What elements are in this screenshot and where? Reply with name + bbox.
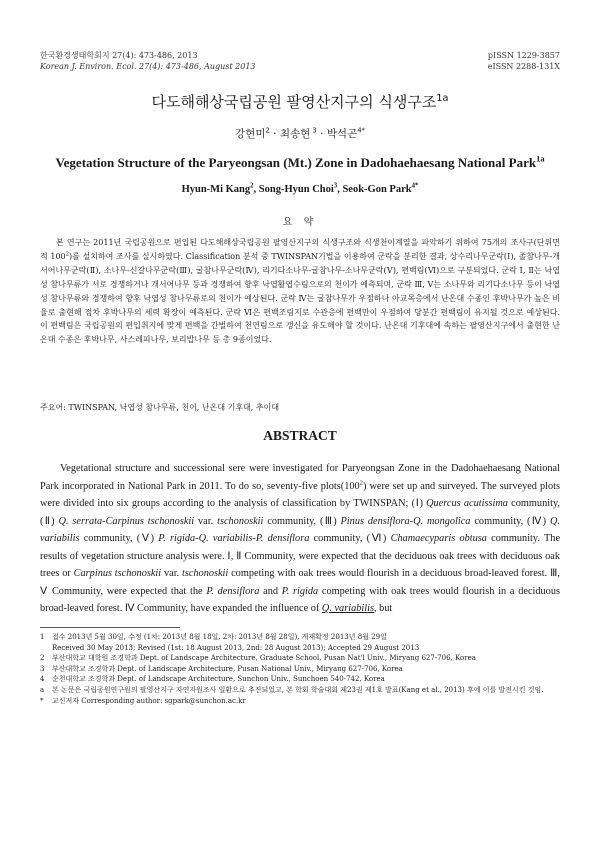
authors-english xyxy=(0,184,600,195)
abstract-seg: community, (Ⅳ) xyxy=(470,515,550,527)
species-name: P. densiflora xyxy=(206,585,260,597)
title-korean-sup: 1a xyxy=(436,93,449,104)
species-name-underlined xyxy=(322,603,374,614)
author-ko-sep-2: · xyxy=(316,128,327,140)
footnote-line: Received 30 May 2013; Revised (1st: 18 August 2013, 2nd: 28 August 2013); Accepted 29 August 2013 xyxy=(52,643,420,652)
abstract-english xyxy=(40,460,560,618)
species-name: P. rigida xyxy=(281,585,319,597)
title-english-sup: 1a xyxy=(536,153,545,164)
footnote xyxy=(40,632,560,653)
abstract-seg: - xyxy=(252,533,256,544)
species-name: Q. variabilis xyxy=(321,603,374,614)
keywords-korean: 주요어: TWINSPAN, 낙엽성 참나무류, 천이, 난온대 기후대, 추이대 xyxy=(40,403,280,412)
species-name: Chamaecyparis obtusa xyxy=(390,533,487,544)
species-name: tschonoskii xyxy=(217,515,264,527)
title-korean-text: 다도해해상국립공원 팔영산지구의 식생구조 xyxy=(151,93,437,111)
eissn: eISSN 2288-131X xyxy=(487,62,560,71)
abstract-unit-sup: 2 xyxy=(359,479,363,487)
summary-ko-part-1: 본 연구는 2011년 국립공원으로 편입된 다도해해상국립공원 팔영산지구의 식생구조와 식생천이계열을 파악하기 위하여 75개의 조사구(단위면적 100 xyxy=(40,238,560,261)
journal-citation-ko: 한국환경생태학회지 27(4): 473-486, 2013 xyxy=(40,51,198,60)
author-ko-1: 강현미 xyxy=(235,128,266,140)
author-ko-2-sup: 3 xyxy=(310,126,317,135)
footnote-divider xyxy=(40,627,180,628)
species-name: tschonoskii xyxy=(181,568,229,579)
author-ko-3-sup: 4* xyxy=(357,126,365,135)
author-en-3: Seok-Gon Park xyxy=(342,184,412,195)
species-name: Q. variabilis xyxy=(40,515,560,544)
summary-heading: 요 약 xyxy=(282,217,318,228)
abstract-seg: community. The results of vegetation structure analysis were. Ⅰ, Ⅱ Community, were expected that the deciduous oak trees with deciduous oak trees or xyxy=(40,533,561,579)
summary-ko-part-2: )를 설치하여 조사를 실시하였다. Classification 분석 중 TWINSPAN기법을 이용하여 군락을 분리한 결과, 상수리나무군락(Ⅰ), 졸참나무-개서어나무군락(Ⅱ), 소나무-신갈나무군락(Ⅲ), 굴참나무군락(Ⅳ), 리기다소나무-굴참나무-소나무군락(Ⅴ), 편백림(Ⅵ)으로 구분되었다. 군락 Ⅰ, Ⅱ는 낙엽성 참나무류가 서로 경쟁하거나 개서어나무 등과 경쟁하여 향후 낙엽활엽수림으로의 천이가 예측되며, 군락 Ⅲ, Ⅴ는 소나무와 리기다소나무 등이 낙엽성 참나무류와 경쟁하여 향후 낙엽성 참나무류로의 천이가 예상된다. 군락 Ⅳ는 굴참나무가 우점하나 아교목층에서 난온대 수종인 후박나무가 높은 비율로 출현해 점차 후박나무의 세력 확장이 예측된다. 군락 Ⅵ은 편백조림지로 수관층에 편백만이 우점하여 당분간 편백림이 유지될 것으로 예상된다. 이 편백림은 국립공원의 편입취지에 맞게 편백을 간벌하여 천연림으로 갱신을 유도해야 할 것이다. 난온대 기후대에 속하는 팔영산지구에서 출현한 난온대 수종은 후박나무, 사스레피나무, 보리밥나무 등 총 9종이었다. xyxy=(40,251,560,345)
author-en-1-sup: 2 xyxy=(250,182,254,190)
abstract-seg: community, (Ⅵ) xyxy=(309,533,391,544)
author-en-2-sup: 3 xyxy=(333,182,338,190)
footnote-mark: a xyxy=(40,685,45,694)
footnotes xyxy=(40,632,560,706)
abstract-seg: competing with oak trees would flourish in a deciduous broad-leaved forest. Ⅳ Community, have expanded the influence of xyxy=(40,585,560,614)
footnote-mark: 3 xyxy=(40,664,45,673)
footnote xyxy=(40,674,560,685)
summary-korean xyxy=(40,236,560,347)
author-en-1: Hyun-Mi Kang xyxy=(181,184,251,195)
abstract-seg: community, (Ⅲ) xyxy=(263,515,341,527)
species-name: P. densiflora xyxy=(255,533,310,544)
species-name: Carpinus tschonoskii xyxy=(105,515,195,527)
journal-citation-en: Korean J. Environ. Ecol. 27(4): 473-486, August 2013 xyxy=(40,62,256,71)
footnote-line: 접수 2013년 5월 30일, 수정 (1차: 2013년 8월 18일, 2차: 2013년 8월 28일), 게재확정 2013년 8월 29일 xyxy=(52,633,387,641)
abstract-seg: - xyxy=(409,515,414,527)
abstract-seg: competing with oak trees would flourish in a deciduous broad-leaved forest. Ⅲ, Ⅴ Community, were expected that the xyxy=(40,568,560,597)
abstract-heading: ABSTRACT xyxy=(263,428,337,443)
footnote-line: 본 논문은 국립공원연구원의 팔영산지구 자연자원조사 일환으로 추진되었고, 본 학회 학술대회 제23권 제1호 발표(Kang et al., 2013) 후에 이를 발전시킨 것임. xyxy=(52,685,544,694)
abstract-seg: - xyxy=(102,515,106,527)
summary-ko-unit-sup: 2 xyxy=(65,251,69,258)
author-ko-3: 박석곤 xyxy=(326,128,358,140)
abstract-seg: , but xyxy=(373,603,393,614)
footnote-mark: 1 xyxy=(40,633,45,641)
footnote-line: 순천대학교 조경학과 Dept. of Landscape Architecture, Sunchon Univ., Sunchoen 540-742, Korea xyxy=(52,675,385,684)
abstract-seg: var. xyxy=(161,568,182,579)
abstract-seg: community, (Ⅱ) xyxy=(40,498,560,527)
authors-korean xyxy=(0,126,600,141)
footnote-mark: 2 xyxy=(40,654,45,663)
species-name: Quercus acutissima xyxy=(426,498,508,509)
abstract-seg: Vegetational structure and successional sere were investigated for Paryeongsan Zone in the Dadohaehaesang National Park incorporated in National Park in 2011. To do so, seventy-five plots(100 xyxy=(40,463,560,492)
author-ko-sep-1: · xyxy=(269,128,280,140)
footnote xyxy=(40,685,560,696)
species-name: Carpinus tschonoskii xyxy=(73,568,162,579)
title-korean xyxy=(0,91,600,112)
footnote xyxy=(40,664,560,675)
title-english xyxy=(0,155,600,171)
footnote-line: 부산대학교 대학원 조경학과 Dept. of Landscape Architecture, Graduate School, Pusan Nat'l Univ., Miryang 627-706, Korea xyxy=(52,654,476,663)
abstract-seg: - xyxy=(195,533,199,544)
footnote-mark: * xyxy=(40,696,44,705)
footnote-line: 부산대학교 조경학과 Dept. of Landscape Architecture, Pusan National Univ., Miryang 627-706, Korea xyxy=(52,664,403,673)
footnote-line: 교신저자 Corresponding author: sgpark@sunchon.ac.kr xyxy=(52,696,246,705)
species-name: Pinus densiflora xyxy=(340,515,410,527)
pissn: pISSN 1229-3857 xyxy=(487,51,560,60)
author-en-sep-1: , xyxy=(253,184,259,195)
abstract-seg: ) were set up and surveyed. The surveyed plots were divided into six groups according to the analysis of classification by TWINSPAN; (Ⅰ) xyxy=(40,480,560,509)
journal-citation xyxy=(40,50,256,72)
author-en-3-sup: 4* xyxy=(411,182,419,190)
title-english-text: Vegetation Structure of the Paryeongsan (Mt.) Zone in Dadohaehaesang National Park xyxy=(55,155,537,170)
footnote xyxy=(40,653,560,664)
species-name: Q. mongolica xyxy=(413,515,471,527)
author-en-2: Song-Hyun Choi xyxy=(258,184,334,195)
abstract-seg: and xyxy=(259,585,282,597)
species-name: P. rigida xyxy=(158,533,196,544)
abstract-seg: var. xyxy=(194,515,218,527)
author-en-sep-2: , xyxy=(337,184,343,195)
footnote-mark: 4 xyxy=(40,675,45,684)
abstract-seg: community, (Ⅴ) xyxy=(79,533,159,544)
author-ko-1-sup: 2 xyxy=(265,126,270,135)
species-name: Q. variabilis xyxy=(198,533,253,544)
issn-block xyxy=(488,50,560,72)
footnote-text xyxy=(52,632,560,653)
author-ko-2: 최송현 xyxy=(279,128,311,140)
footnote xyxy=(40,696,560,707)
species-name: Q. serrata xyxy=(58,515,103,527)
